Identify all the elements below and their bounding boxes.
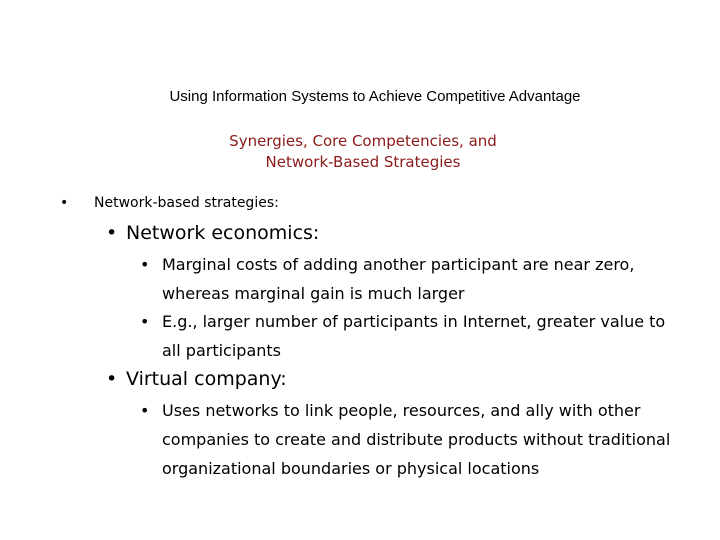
bullet-dot-icon: • — [106, 222, 118, 244]
subtitle-line-2: Network-Based Strategies — [265, 153, 461, 171]
bullet-text: Marginal costs of adding another participant are near zero, whereas marginal gain is much larger — [162, 255, 635, 303]
bullet-dot-icon: • — [140, 312, 150, 331]
bullet-dot-icon: • — [60, 195, 69, 211]
bullet-text: Uses networks to link people, resources, and ally with other companies to create and distribute products without traditional organizational boundaries or physical locations — [162, 401, 671, 478]
bullet-text: Virtual company: — [126, 368, 287, 390]
bullet-dot-icon: • — [106, 368, 118, 390]
slide-header: Using Information Systems to Achieve Competitive Advantage — [169, 88, 581, 105]
subtitle-line-1: Synergies, Core Competencies, and — [229, 132, 497, 150]
bullet-text: Network economics: — [126, 222, 320, 244]
bullet-text: E.g., larger number of participants in Internet, greater value to all participants — [162, 312, 666, 360]
slide-subtitle — [0, 131, 720, 173]
bullet-dot-icon: • — [140, 401, 150, 420]
bullet-dot-icon: • — [140, 255, 150, 274]
bullet-text: Network-based strategies: — [94, 195, 279, 211]
